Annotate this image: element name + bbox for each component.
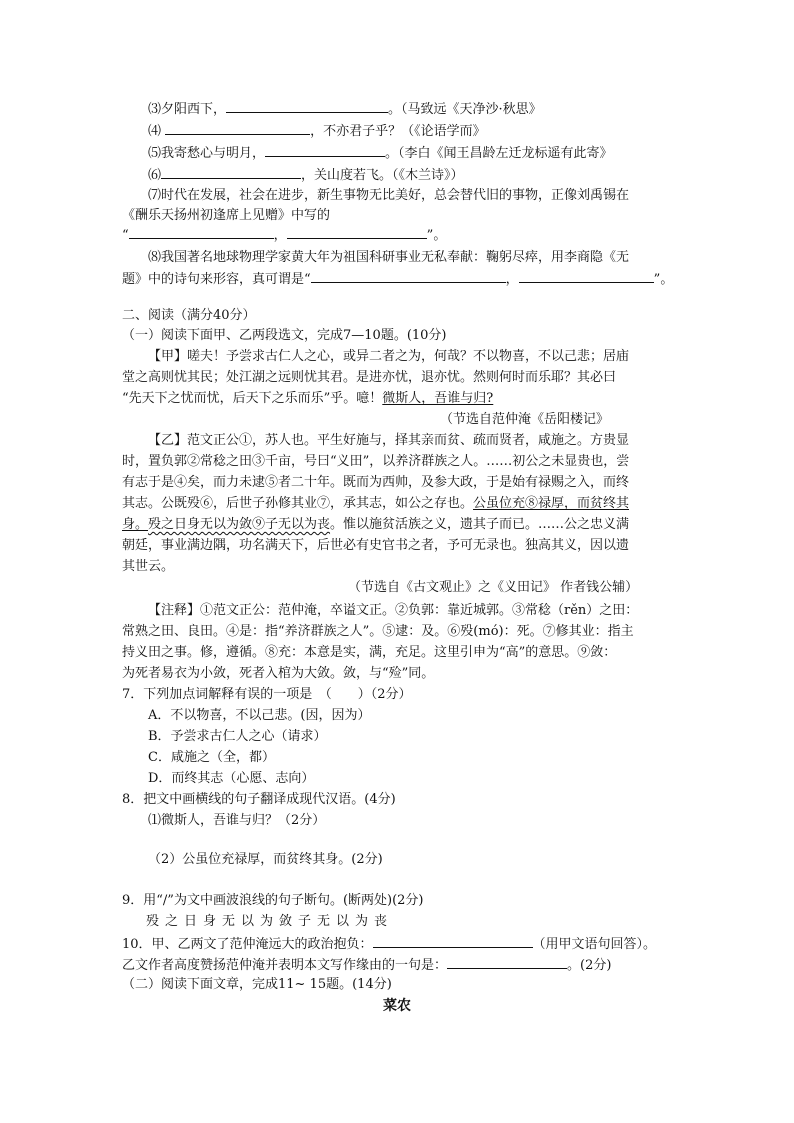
part2-intro: （二）阅读下面文章，完成11~ 15题。(14分) [122,977,392,992]
yi-line7: 其世云。 [122,559,175,574]
answer-blank[interactable] [287,226,427,239]
recite-q5: ⑸我寄愁心与明月， 。（李白《闻王昌龄左迁龙标遥有此寄》 [148,146,613,161]
notes-line1: 【注释】①范文正公：范仲淹，卒谥文正。②负郭：靠近城郭。③常稔（rěn）之田： [148,603,639,618]
yi-line6: 朝廷，事业满边隅，功名满天下，后世必有史官书之者，予可无录也。独高其义，因以遗 [122,538,630,553]
underlined-sentence-2a: 公虽位充⑧禄厚，而贫终其 [473,496,630,511]
notes-line3: 持义田之事。修，遵循。⑧充：本意是实，满，充足。这里引申为“高”的意思。⑨敛： [122,645,617,660]
q7-option-d[interactable]: D．而终其志（心愿、志向） [148,771,315,786]
notes-line4: 为死者易衣为小敛，死者入棺为大敛。敛，与“殓”同。 [122,666,435,681]
recite-q3: ⑶夕阳西下， 。（马致远《天净沙·秋思》 [148,102,542,117]
yi-line2: 时，置负郭②常稔之田③千亩，号曰“义田”，以养济群族之人。……初公之未显贵也，尝 [122,454,630,469]
section-title: 二、阅读（满分40分） [122,308,256,323]
notes-line2: 常熟之田、良田。④是：指“养济群族之人”。⑤逮：及。⑥殁(mó)：死。⑦修其业：指主 [122,624,634,639]
jia-line1: 【甲】嗟夫！予尝求古仁人之心，或异二者之为，何哉？不以物喜，不以己悲；居庙 [148,349,630,364]
part1-intro: （一）阅读下面甲、乙两段选文，完成7—10题。(10分) [122,328,447,343]
answer-blank[interactable] [165,122,310,135]
q10-line2: 乙文作者高度赞扬范仲淹并表明本文写作缘由的一句是： 。(2分) [122,958,612,973]
q8-sub2: （2）公虽位充禄厚，而贫终其身。(2分) [148,852,383,867]
jia-line3: “先天下之忧而忧，后天下之乐而乐”乎。噫！微斯人，吾谁与归? [122,391,494,406]
q9-stem: 9．用“/”为文中画波浪线的句子断句。(断两处)(2分) [122,893,424,908]
recite-q7-line1: ⑺时代在发展，社会在进步，新生事物无比美好，总会替代旧的事物，正像刘禹锡在 [148,188,630,203]
recite-q4: ⑷ ，不亦君子乎？（《论语学而》 [148,124,486,139]
answer-blank[interactable] [265,144,385,157]
wavy-sentence: 殁之日身无以为敛⑨子无以为丧 [148,517,331,532]
yi-source: （节选自《古文观止》之《义田记》 作者钱公辅） [348,580,639,595]
yi-line3: 有志于是④矣，而力未逮⑤者二十年。既而为西帅，及参大政，于是始有禄赐之入，而终 [122,475,630,490]
recite-q7-line2: 《酬乐天扬州初逢席上见赠》中写的 [122,208,331,223]
answer-blank[interactable] [311,270,506,283]
recite-q8-line1: ⑻我国著名地球物理学家黄大年为祖国科研事业无私奉献：鞠躬尽瘁，用李商隐《无 [148,250,630,265]
yi-line1: 【乙】范文正公①，苏人也。平生好施与，择其亲而贫、疏而贤者，咸施之。方贵显 [148,433,630,448]
q10-line1: 10．甲、乙两文了范仲淹远大的政治抱负： （用甲文语句回答）。 [122,937,657,952]
q9-sentence: 殁之日身无以为敛子无以为丧 [146,914,394,929]
answer-blank[interactable] [519,270,654,283]
answer-blank[interactable] [226,100,388,113]
q7-option-c[interactable]: C．咸施之（全，都） [148,750,275,765]
underlined-sentence-1: 微斯人，吾谁与归? [382,391,494,406]
recite-q7-line3: “ ， ”。 [122,228,447,243]
q7-stem: 7．下列加点词解释有误的一项是 （ ）（2分） [122,687,412,702]
recite-q6: ⑹ ，关山度若飞。（《木兰诗》） [148,168,464,183]
jia-line2: 堂之高则忧其民；处江湖之远则忧其君。是进亦忧，退亦忧。然则何时而乐耶？其必曰 [122,370,617,385]
answer-blank[interactable] [161,166,301,179]
yi-line5: 身。殁之日身无以为敛⑨子无以为丧。惟以施贫活族之义，遗其子而已。……公之忠义满 [122,517,630,532]
answer-blank[interactable] [129,226,274,239]
q7-option-b[interactable]: B．予尝求古仁人之心（请求） [148,729,327,744]
article-title: 菜农 [383,998,411,1014]
answer-blank[interactable] [447,956,567,969]
q7-option-a[interactable]: A．不以物喜，不以己悲。(因，因为） [148,708,371,723]
jia-source: （节选自范仲淹《岳阳楼记》 [440,412,610,427]
yi-line4: 其志。公既殁⑥，后世子孙修其业⑦，承其志，如公之存也。公虽位充⑧禄厚，而贫终其 [122,496,630,511]
underlined-sentence-2b: 身。 [122,517,149,532]
answer-blank[interactable] [373,935,533,948]
recite-q8-line2: 题》中的诗句来形容，真可谓是“ ， ”。 [122,272,674,287]
q8-stem: 8．把文中画横线的句子翻译成现代汉语。(4分) [122,792,396,807]
q8-sub1: ⑴微斯人，吾谁与归？（2分） [148,813,326,828]
